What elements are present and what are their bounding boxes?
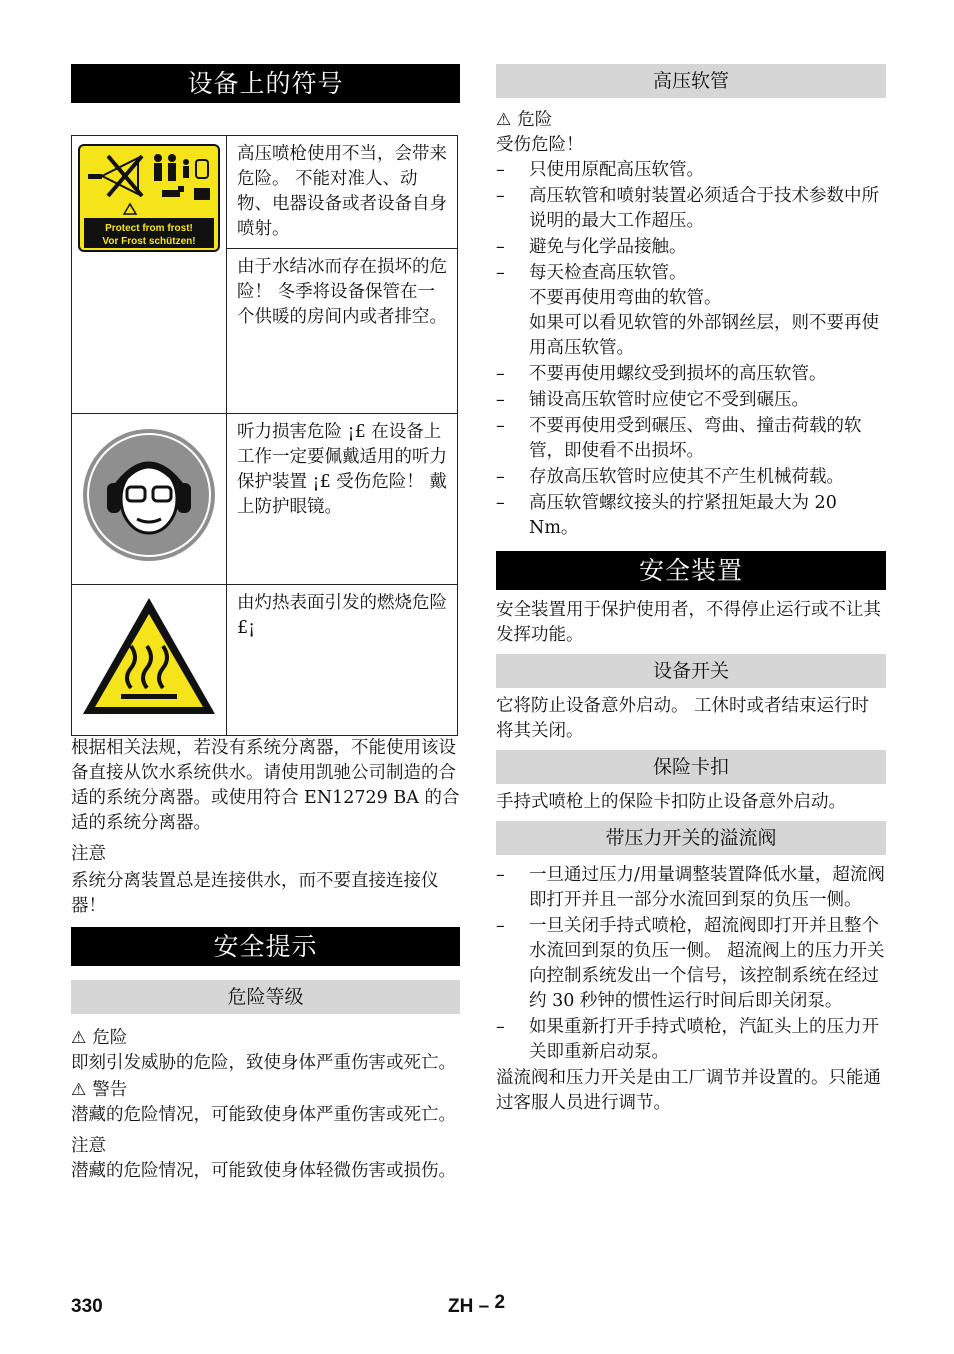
danger-heading: ⚠ 危险	[71, 1026, 460, 1051]
warning-triangle-icon: ⚠	[71, 1080, 87, 1100]
list-item: – 高压软管螺纹接头的拧紧扭矩最大为 20 Nm。	[496, 491, 886, 541]
list-item: – 一旦通过压力/用量调整装置降低水量，超流阀即打开并且一部分水流回到泵的负压一侧。	[496, 863, 886, 913]
frost-pictogram-cell	[72, 136, 227, 414]
subsection-title-catch: 保险卡扣	[496, 750, 886, 784]
section-title-safety: 安全提示	[71, 927, 460, 966]
warning-triangle-icon: ⚠	[71, 1028, 87, 1048]
list-item: – 如果重新打开手持式喷枪，汽缸头上的压力开关即重新启动泵。	[496, 1015, 886, 1065]
page-number: 330	[71, 1296, 103, 1317]
paragraph: 溢流阀和压力开关是由工厂调节并设置的。只能通过客服人员进行调节。	[496, 1068, 881, 1113]
paragraph: 手持式喷枪上的保险卡扣防止设备意外启动。	[496, 792, 846, 812]
symbol-text: 听力损害危险 ¡£ 在设备上工作一定要佩戴适用的听力保护装置 ¡£ 受伤危险！ 戴上防护眼镜。	[227, 414, 458, 585]
note-label: 注意	[71, 844, 106, 864]
list-item: – 只使用原配高压软管。	[496, 158, 886, 183]
paragraph: 安全装置用于保护使用者，不得停止运行或不让其发挥功能。	[496, 600, 881, 645]
valve-list	[496, 863, 886, 1065]
paragraph: 潜藏的危险情况，可能致使身体轻微伤害或损伤。	[71, 1161, 456, 1181]
warning-triangle-icon: ⚠	[496, 110, 512, 130]
danger-heading: ⚠ 危险	[496, 108, 886, 133]
paragraph: 即刻引发威胁的危险，致使身体严重伤害或死亡。	[71, 1053, 456, 1073]
subsection-title-danger-levels: 危险等级	[71, 980, 460, 1014]
paragraph: 受伤危险！	[496, 135, 584, 155]
list-item: – 避免与化学品接触。	[496, 235, 886, 260]
paragraph: 它将防止设备意外启动。 工休时或者结束运行时将其关闭。	[496, 696, 870, 741]
frost-pictogram	[78, 144, 220, 252]
table-row	[72, 136, 458, 249]
svg-text:Vor Frost schützen!: Vor Frost schützen!	[102, 236, 196, 247]
list-item: – 高压软管和喷射装置必须适合于技术参数中所说明的最大工作超压。	[496, 184, 886, 234]
section-title-safety-devices: 安全装置	[496, 551, 886, 590]
ear-eye-protection-icon	[81, 427, 217, 563]
list-item: – 铺设高压软管时应使它不受到碾压。	[496, 388, 886, 413]
subsection-title-switch: 设备开关	[496, 654, 886, 688]
paragraph: 系统分离装置总是连接供水，而不要直接连接仪器！	[71, 871, 439, 916]
right-column	[496, 64, 886, 1116]
hot-surface-warning-icon	[79, 594, 219, 718]
symbols-table	[71, 135, 458, 736]
hose-list	[496, 158, 886, 541]
hot-surface-cell	[72, 585, 227, 736]
section-title-symbols: 设备上的符号	[71, 64, 460, 103]
ear-eye-protection-cell	[72, 414, 227, 585]
list-item: – 不要再使用受到碾压、弯曲、撞击荷载的软管，即使看不出损坏。	[496, 414, 886, 464]
paragraph: 潜藏的危险情况，可能致使身体严重伤害或死亡。	[71, 1105, 456, 1125]
table-row	[72, 585, 458, 736]
subsection-title-hose: 高压软管	[496, 64, 886, 98]
note-label: 注意	[71, 1136, 106, 1156]
list-item: – 每天检查高压软管。 不要再使用弯曲的软管。 如果可以看见软管的外部钢丝层，则不要再使用高压软管。	[496, 261, 886, 361]
page-footer-lang: ZH – 2	[448, 1292, 506, 1317]
list-item: – 一旦关闭手持式喷枪，超流阀即打开并且整个水流回到泵的负压一侧。 超流阀上的压力开关向控制系统发出一个信号，该控制系统在经过约 30 秒钟的惯性运行时间后即关闭泵。	[496, 914, 886, 1014]
paragraph: 根据相关法规，若没有系统分离器，不能使用该设备直接从饮水系统供水。请使用凯驰公司制造的合适的系统分离器。或使用符合 EN12729 BA 的合适的系统分离器。	[71, 738, 460, 833]
left-column	[71, 64, 460, 1184]
symbol-text: 由灼热表面引发的燃烧危险 £¡	[227, 585, 458, 736]
list-item: – 存放高压软管时应使其不产生机械荷载。	[496, 465, 886, 490]
symbol-text: 由于水结冰而存在损坏的危险！ 冬季将设备保管在一个供暖的房间内或者排空。	[227, 249, 458, 414]
table-row	[72, 414, 458, 585]
symbol-text: 高压喷枪使用不当，会带来危险。 不能对准人、动物、电器设备或者设备自身喷射。	[227, 136, 458, 249]
subsection-title-valve: 带压力开关的溢流阀	[496, 821, 886, 855]
warning-heading: ⚠ 警告	[71, 1078, 460, 1103]
svg-text:Protect from frost!: Protect from frost!	[105, 223, 193, 234]
list-item: – 不要再使用螺纹受到损坏的高压软管。	[496, 362, 886, 387]
